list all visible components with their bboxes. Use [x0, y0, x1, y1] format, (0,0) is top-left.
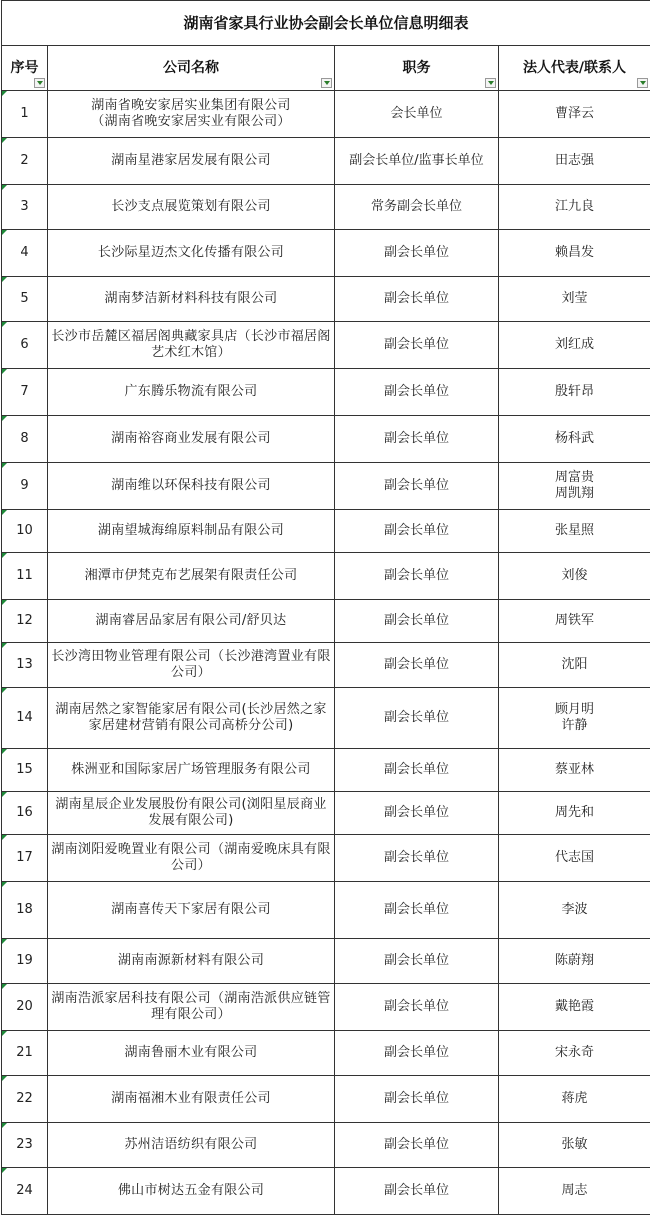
row-index-cell[interactable] — [2, 369, 48, 416]
row-index-cell[interactable] — [2, 277, 48, 322]
position-cell-text: 会长单位 — [390, 106, 442, 121]
company-name-cell-text: 佛山市树达五金有限公司 — [118, 1183, 264, 1198]
contact-cell-text: 周铁军 — [555, 613, 594, 628]
row-index-cell-text: 15 — [16, 762, 33, 777]
contact-cell-text: 代志国 — [555, 850, 594, 865]
row-index-cell-text: 17 — [16, 850, 33, 865]
company-name-cell-text: 湖南福湘木业有限责任公司 — [111, 1091, 271, 1106]
company-name-cell[interactable] — [48, 369, 335, 416]
row-index-cell[interactable] — [2, 643, 48, 688]
position-cell-text: 副会长单位/监事长单位 — [349, 153, 483, 168]
contact-cell[interactable] — [499, 277, 650, 322]
header-company — [48, 46, 335, 91]
contact-cell[interactable] — [499, 185, 650, 230]
company-name-cell-text: 湖南维以环保科技有限公司 — [111, 478, 271, 493]
position-cell-text: 副会长单位 — [384, 762, 449, 777]
header-row — [2, 46, 650, 91]
row-index-cell-text: 8 — [20, 431, 28, 446]
row-index-cell-text: 19 — [16, 953, 33, 968]
cell-marker-icon — [2, 185, 7, 190]
contact-cell[interactable] — [499, 463, 650, 510]
position-cell[interactable] — [335, 510, 499, 553]
cell-marker-icon — [2, 369, 7, 374]
row-index-cell[interactable] — [2, 688, 48, 749]
cell-marker-icon — [2, 792, 7, 797]
contact-cell-text: 张敏 — [562, 1137, 588, 1152]
company-name-cell-text: 湘潭市伊梵克布艺展架有限责任公司 — [85, 568, 298, 583]
position-cell-text: 常务副会长单位 — [371, 199, 462, 214]
contact-cell[interactable] — [499, 984, 650, 1031]
row-index-cell-text: 14 — [16, 710, 33, 725]
contact-cell[interactable] — [499, 600, 650, 643]
contact-cell[interactable] — [499, 553, 650, 600]
row-index-cell[interactable] — [2, 600, 48, 643]
contact-cell-text: 赖昌发 — [555, 245, 594, 260]
row-index-cell-text: 24 — [16, 1183, 33, 1198]
table-row — [2, 984, 650, 1031]
row-index-cell-text: 7 — [20, 384, 28, 399]
position-cell[interactable] — [335, 277, 499, 322]
row-index-cell[interactable] — [2, 882, 48, 939]
filter-dropdown-icon[interactable] — [321, 78, 332, 88]
company-name-cell[interactable] — [48, 185, 335, 230]
company-name-cell-text: 湖南星港家居发展有限公司 — [111, 153, 271, 168]
contact-cell-text: 周富贵 周凯翔 — [555, 470, 594, 501]
row-index-cell[interactable] — [2, 185, 48, 230]
row-index-cell-text: 4 — [20, 245, 28, 260]
contact-cell[interactable] — [499, 138, 650, 185]
contact-cell-text: 刘俊 — [562, 568, 588, 583]
table-row — [2, 416, 650, 463]
cell-marker-icon — [2, 510, 7, 515]
contact-cell[interactable] — [499, 1123, 650, 1168]
row-index-cell[interactable] — [2, 322, 48, 369]
cell-marker-icon — [2, 230, 7, 235]
company-name-cell-text: 长沙市岳麓区福居阁典藏家具店（长沙市福居阁艺术红木馆） — [51, 329, 330, 360]
table-row — [2, 1168, 650, 1215]
position-cell[interactable] — [335, 185, 499, 230]
contact-cell-text: 戴艳霞 — [555, 999, 594, 1014]
table-row — [2, 510, 650, 553]
table-row — [2, 939, 650, 984]
company-name-cell[interactable] — [48, 1076, 335, 1123]
cell-marker-icon — [2, 643, 7, 648]
position-cell[interactable] — [335, 416, 499, 463]
position-cell[interactable] — [335, 1168, 499, 1215]
position-cell-text: 副会长单位 — [384, 1045, 449, 1060]
contact-cell-text: 刘红成 — [555, 337, 594, 352]
contact-cell[interactable] — [499, 369, 650, 416]
table-row — [2, 185, 650, 230]
row-index-cell-text: 22 — [16, 1091, 33, 1106]
header-company-label: 公司名称 — [163, 60, 219, 76]
contact-cell[interactable] — [499, 322, 650, 369]
table-row — [2, 882, 650, 939]
position-cell[interactable] — [335, 984, 499, 1031]
filter-dropdown-icon[interactable] — [34, 78, 45, 88]
company-name-cell-text: 湖南喜传天下家居有限公司 — [111, 902, 271, 917]
company-name-cell[interactable] — [48, 984, 335, 1031]
cell-marker-icon — [2, 1168, 7, 1173]
row-index-cell[interactable] — [2, 1076, 48, 1123]
position-cell[interactable] — [335, 643, 499, 688]
row-index-cell[interactable] — [2, 984, 48, 1031]
table-row — [2, 1076, 650, 1123]
position-cell-text: 副会长单位 — [384, 902, 449, 917]
header-index — [2, 46, 48, 91]
title-row — [2, 1, 650, 46]
row-index-cell-text: 2 — [20, 153, 28, 168]
cell-marker-icon — [2, 688, 7, 693]
row-index-cell-text: 23 — [16, 1137, 33, 1152]
company-name-cell[interactable] — [48, 882, 335, 939]
row-index-cell[interactable] — [2, 463, 48, 510]
company-name-cell-text: 湖南居然之家智能家居有限公司(长沙居然之家家居建材营销有限公司高桥分公司) — [55, 702, 326, 733]
cell-marker-icon — [2, 553, 7, 558]
company-name-cell[interactable] — [48, 1031, 335, 1076]
company-name-cell-text: 广东腾乐物流有限公司 — [124, 384, 257, 399]
position-cell-text: 副会长单位 — [384, 657, 449, 672]
contact-cell[interactable] — [499, 643, 650, 688]
table-row — [2, 369, 650, 416]
table-row — [2, 463, 650, 510]
position-cell-text: 副会长单位 — [384, 805, 449, 820]
contact-cell-text: 张星照 — [555, 523, 594, 538]
position-cell[interactable] — [335, 138, 499, 185]
contact-cell-text: 田志强 — [555, 153, 594, 168]
cell-marker-icon — [2, 277, 7, 282]
row-index-cell-text: 21 — [16, 1045, 33, 1060]
position-cell-text: 副会长单位 — [384, 1137, 449, 1152]
table-row — [2, 91, 650, 138]
company-name-cell-text: 湖南睿居品家居有限公司/舒贝达 — [96, 613, 287, 628]
company-name-cell[interactable] — [48, 463, 335, 510]
position-cell-text: 副会长单位 — [384, 431, 449, 446]
contact-cell-text: 顾月明 许静 — [555, 702, 594, 733]
row-index-cell-text: 1 — [20, 106, 28, 121]
row-index-cell[interactable] — [2, 749, 48, 792]
contact-cell[interactable] — [499, 230, 650, 277]
row-index-cell[interactable] — [2, 553, 48, 600]
table-row — [2, 1031, 650, 1076]
position-cell-text: 副会长单位 — [384, 337, 449, 352]
row-index-cell[interactable] — [2, 1168, 48, 1215]
company-name-cell[interactable] — [48, 230, 335, 277]
contact-cell-text: 蒋虎 — [562, 1091, 588, 1106]
row-index-cell-text: 13 — [16, 657, 33, 672]
header-position — [335, 46, 499, 91]
cell-marker-icon — [2, 463, 7, 468]
table-row — [2, 277, 650, 322]
position-cell[interactable] — [335, 749, 499, 792]
header-index-label: 序号 — [11, 60, 39, 76]
contact-cell[interactable] — [499, 1031, 650, 1076]
contact-cell-text: 陈蔚翔 — [555, 953, 594, 968]
position-cell-text: 副会长单位 — [384, 613, 449, 628]
company-name-cell[interactable] — [48, 1123, 335, 1168]
row-index-cell[interactable] — [2, 1123, 48, 1168]
cell-marker-icon — [2, 835, 7, 840]
contact-cell-text: 李波 — [562, 902, 588, 917]
vice-president-units-table — [1, 0, 650, 1215]
cell-marker-icon — [2, 322, 7, 327]
contact-cell[interactable] — [499, 792, 650, 835]
contact-cell-text: 蔡亚林 — [555, 762, 594, 777]
position-cell-text: 副会长单位 — [384, 245, 449, 260]
table-row — [2, 230, 650, 277]
row-index-cell[interactable] — [2, 792, 48, 835]
position-cell-text: 副会长单位 — [384, 291, 449, 306]
position-cell[interactable] — [335, 600, 499, 643]
row-index-cell-text: 20 — [16, 999, 33, 1014]
company-name-cell-text: 苏州洁语纺织有限公司 — [124, 1137, 257, 1152]
contact-cell-text: 周志 — [562, 1183, 588, 1198]
table-row — [2, 553, 650, 600]
position-cell-text: 副会长单位 — [384, 478, 449, 493]
position-cell-text: 副会长单位 — [384, 710, 449, 725]
position-cell-text: 副会长单位 — [384, 568, 449, 583]
filter-dropdown-icon[interactable] — [485, 78, 496, 88]
filter-dropdown-icon[interactable] — [637, 78, 648, 88]
company-name-cell-text: 湖南望城海绵原料制品有限公司 — [98, 523, 284, 538]
row-index-cell[interactable] — [2, 835, 48, 882]
company-name-cell-text: 湖南省晚安家居实业集团有限公司 （湖南省晚安家居实业有限公司） — [91, 98, 291, 129]
row-index-cell-text: 3 — [20, 199, 28, 214]
position-cell[interactable] — [335, 688, 499, 749]
row-index-cell[interactable] — [2, 939, 48, 984]
company-name-cell-text: 株洲亚和国际家居广场管理服务有限公司 — [71, 762, 310, 777]
position-cell[interactable] — [335, 91, 499, 138]
company-name-cell[interactable] — [48, 1168, 335, 1215]
table-row — [2, 322, 650, 369]
row-index-cell[interactable] — [2, 1031, 48, 1076]
company-name-cell-text: 长沙际星迈杰文化传播有限公司 — [98, 245, 284, 260]
company-name-cell-text: 湖南裕容商业发展有限公司 — [111, 431, 271, 446]
position-cell[interactable] — [335, 230, 499, 277]
contact-cell[interactable] — [499, 1076, 650, 1123]
company-name-cell[interactable] — [48, 792, 335, 835]
cell-marker-icon — [2, 1076, 7, 1081]
position-cell[interactable] — [335, 369, 499, 416]
contact-cell-text: 周先和 — [555, 805, 594, 820]
row-index-cell-text: 16 — [16, 805, 33, 820]
contact-cell[interactable] — [499, 835, 650, 882]
company-name-cell[interactable] — [48, 553, 335, 600]
company-name-cell-text: 湖南浩派家居科技有限公司（湖南浩派供应链管理有限公司） — [51, 991, 330, 1022]
table-row — [2, 688, 650, 749]
position-cell[interactable] — [335, 463, 499, 510]
position-cell-text: 副会长单位 — [384, 1091, 449, 1106]
company-name-cell[interactable] — [48, 510, 335, 553]
row-index-cell-text: 10 — [16, 523, 33, 538]
table-row — [2, 835, 650, 882]
company-name-cell-text: 湖南浏阳爱晚置业有限公司（湖南爱晚床具有限公司） — [51, 842, 330, 873]
cell-marker-icon — [2, 882, 7, 887]
cell-marker-icon — [2, 939, 7, 944]
cell-marker-icon — [2, 749, 7, 754]
row-index-cell-text: 5 — [20, 291, 28, 306]
company-name-cell[interactable] — [48, 835, 335, 882]
header-contact — [499, 46, 650, 91]
company-name-cell-text: 湖南星辰企业发展股份有限公司(浏阳星辰商业发展有限公司) — [55, 797, 326, 828]
company-name-cell[interactable] — [48, 600, 335, 643]
contact-cell-text: 沈阳 — [562, 657, 588, 672]
row-index-cell[interactable] — [2, 416, 48, 463]
row-index-cell-text: 18 — [16, 902, 33, 917]
header-position-label: 职务 — [403, 60, 431, 76]
company-name-cell[interactable] — [48, 91, 335, 138]
position-cell[interactable] — [335, 1076, 499, 1123]
row-index-cell[interactable] — [2, 138, 48, 185]
position-cell[interactable] — [335, 1123, 499, 1168]
contact-cell[interactable] — [499, 1168, 650, 1215]
contact-cell-text: 曹泽云 — [555, 106, 594, 121]
position-cell-text: 副会长单位 — [384, 523, 449, 538]
cell-marker-icon — [2, 91, 7, 96]
row-index-cell[interactable] — [2, 91, 48, 138]
company-name-cell-text: 湖南梦洁新材料科技有限公司 — [105, 291, 278, 306]
contact-cell-text: 刘莹 — [562, 291, 588, 306]
table-row — [2, 792, 650, 835]
position-cell[interactable] — [335, 835, 499, 882]
table-row — [2, 749, 650, 792]
company-name-cell[interactable] — [48, 277, 335, 322]
row-index-cell-text: 9 — [20, 478, 28, 493]
contact-cell-text: 江九良 — [555, 199, 594, 214]
contact-cell[interactable] — [499, 749, 650, 792]
company-name-cell[interactable] — [48, 138, 335, 185]
row-index-cell[interactable] — [2, 230, 48, 277]
position-cell[interactable] — [335, 322, 499, 369]
company-name-cell[interactable] — [48, 749, 335, 792]
cell-marker-icon — [2, 1031, 7, 1036]
cell-marker-icon — [2, 138, 7, 143]
contact-cell-text: 宋永奇 — [555, 1045, 594, 1060]
company-name-cell[interactable] — [48, 416, 335, 463]
company-name-cell-text: 长沙湾田物业管理有限公司（长沙港湾置业有限公司） — [51, 649, 330, 680]
company-name-cell-text: 湖南鲁丽木业有限公司 — [124, 1045, 257, 1060]
position-cell-text: 副会长单位 — [384, 999, 449, 1014]
cell-marker-icon — [2, 984, 7, 989]
row-index-cell-text: 12 — [16, 613, 33, 628]
contact-cell[interactable] — [499, 510, 650, 553]
table-row — [2, 1123, 650, 1168]
company-name-cell[interactable] — [48, 688, 335, 749]
position-cell-text: 副会长单位 — [384, 850, 449, 865]
company-name-cell-text: 长沙支点展览策划有限公司 — [111, 199, 271, 214]
company-name-cell[interactable] — [48, 643, 335, 688]
contact-cell[interactable] — [499, 416, 650, 463]
cell-marker-icon — [2, 600, 7, 605]
table-row — [2, 643, 650, 688]
cell-marker-icon — [2, 416, 7, 421]
row-index-cell-text: 11 — [16, 568, 33, 583]
table-row — [2, 600, 650, 643]
contact-cell[interactable] — [499, 91, 650, 138]
header-contact-label: 法人代表/联系人 — [523, 60, 626, 76]
company-name-cell[interactable] — [48, 322, 335, 369]
cell-marker-icon — [2, 1123, 7, 1128]
position-cell[interactable] — [335, 882, 499, 939]
company-name-cell-text: 湖南南源新材料有限公司 — [118, 953, 264, 968]
contact-cell-text: 殷轩昂 — [555, 384, 594, 399]
contact-cell[interactable] — [499, 688, 650, 749]
table-row — [2, 138, 650, 185]
sheet-title: 湖南省家具行业协会副会长单位信息明细表 — [2, 1, 650, 46]
row-index-cell[interactable] — [2, 510, 48, 553]
company-name-cell[interactable] — [48, 939, 335, 984]
contact-cell[interactable] — [499, 882, 650, 939]
position-cell[interactable] — [335, 792, 499, 835]
contact-cell[interactable] — [499, 939, 650, 984]
position-cell[interactable] — [335, 939, 499, 984]
position-cell[interactable] — [335, 553, 499, 600]
position-cell-text: 副会长单位 — [384, 384, 449, 399]
row-index-cell-text: 6 — [20, 337, 28, 352]
contact-cell-text: 杨科武 — [555, 431, 594, 446]
position-cell-text: 副会长单位 — [384, 1183, 449, 1198]
position-cell[interactable] — [335, 1031, 499, 1076]
position-cell-text: 副会长单位 — [384, 953, 449, 968]
